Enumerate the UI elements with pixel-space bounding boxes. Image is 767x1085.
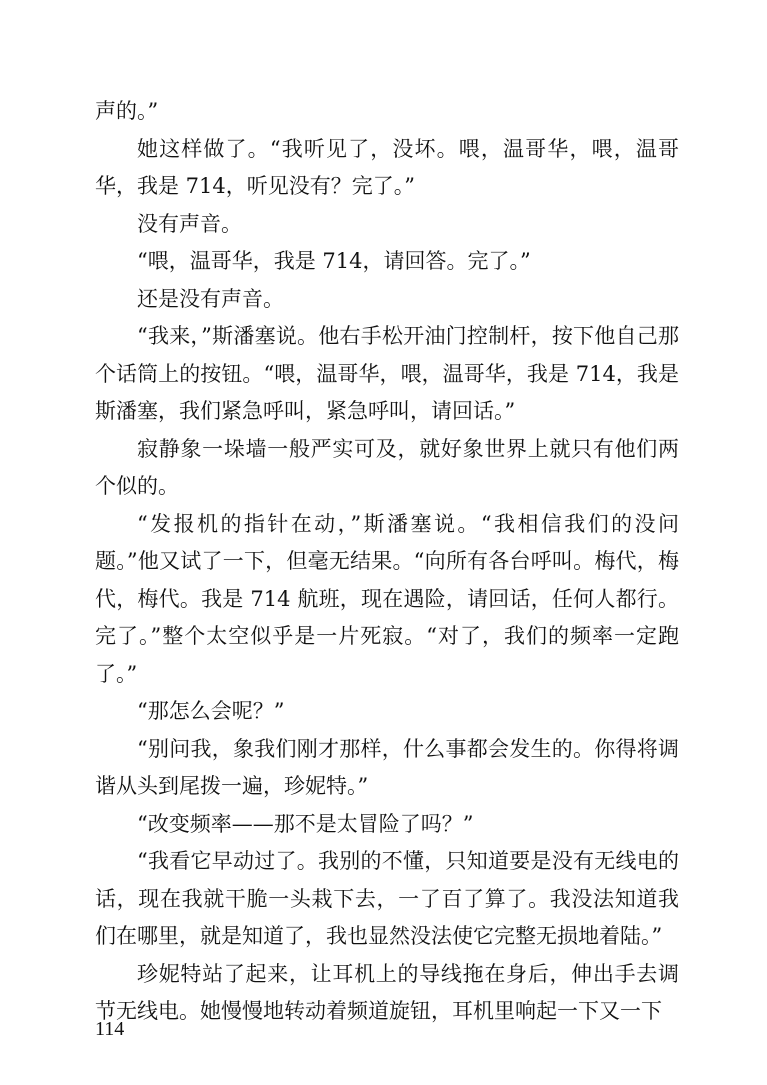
paragraph: “改变频率——那不是太冒险了吗？” — [137, 811, 474, 836]
paragraph: “喂，温哥华，我是 714，请回答。完了。” — [137, 249, 531, 273]
paragraph: 还是没有声音。 — [137, 286, 284, 311]
paragraph: 寂静象一垛墙一般严实可及，就好象世界上就只有他们两个似的。 — [95, 436, 679, 498]
paragraph: “我看它早动过了。我别的不懂，只知道要是没有无线电的话，现在我就干脆一头栽下去，一了百了算了。我没法知道我们在哪里，就是知道了，我也显然没法使它完整无损地着陆。” — [95, 849, 679, 948]
paragraph: 她这样做了。“我听见了，没坏。喂，温哥华，喂，温哥华，我是 714，听见没有？完了。” — [95, 136, 679, 198]
paragraph: 声的。” — [95, 99, 159, 123]
body-text — [95, 93, 679, 1031]
paragraph: “我来，”斯潘塞说。他右手松开油门控制杆，按下他自己那个话筒上的按钮。“喂，温哥华，喂，温哥华，我是 714，我是斯潘塞，我们紧急呼叫，紧急呼叫，请回话。” — [95, 324, 679, 423]
page-number: 114 — [95, 1018, 125, 1040]
paragraph: “那怎么会呢？” — [137, 699, 285, 723]
paragraph: 没有声音。 — [137, 211, 242, 236]
paragraph: 珍妮特站了起来，让耳机上的导线拖在身后，伸出手去调节无线电。她慢慢地转动着频道旋钮，耳机里响起一下又一下 — [95, 961, 679, 1023]
paragraph: “别问我，象我们刚才那样，什么事都会发生的。你得将调谐从头到尾拨一遍，珍妮特。” — [95, 736, 679, 798]
paragraph: “发报机的指针在动，”斯潘塞说。“我相信我们的没问题。”他又试了一下，但毫无结果。“向所有各台呼叫。梅代，梅代，梅代。我是 714 航班，现在遇险，请回话，任何人都行。完了。”整个太空似乎是一片死寂。“对了，我们的频率一定跑了。” — [95, 511, 679, 686]
